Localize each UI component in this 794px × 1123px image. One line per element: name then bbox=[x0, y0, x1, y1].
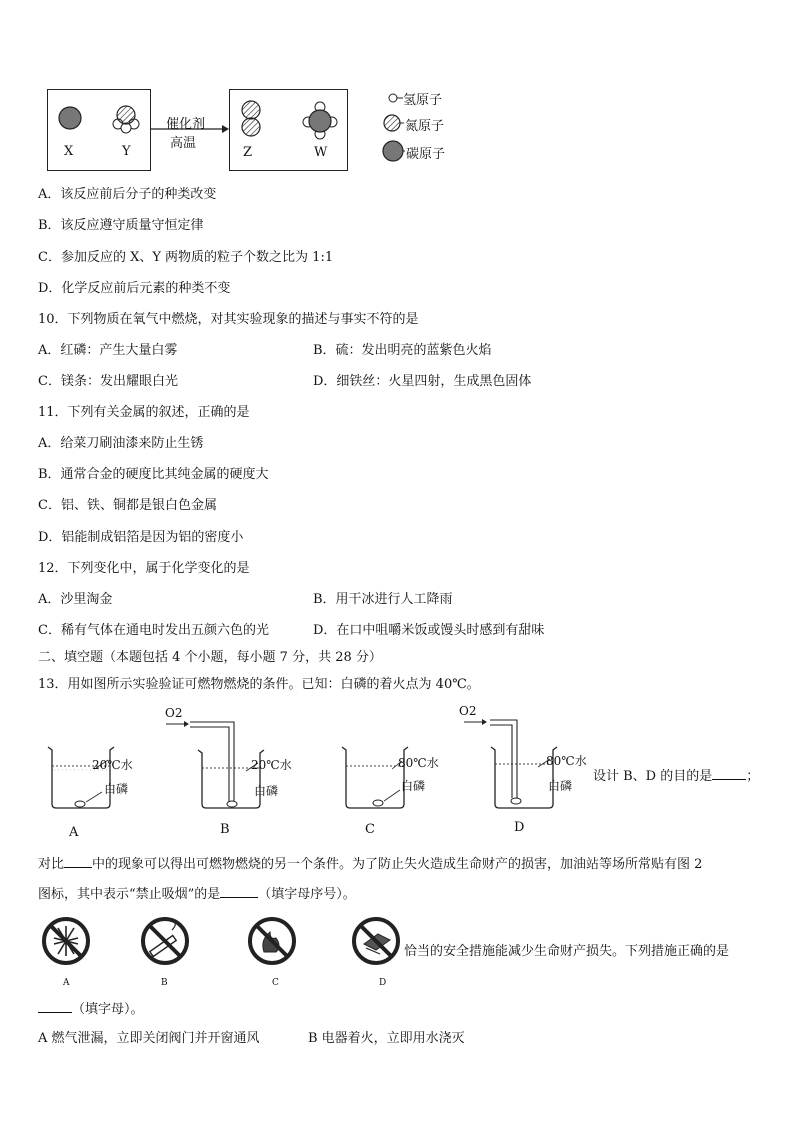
beaker-c-label: C bbox=[365, 822, 375, 837]
no-smoking-sign-icon bbox=[143, 919, 187, 963]
q12-stem: 12．下列变化中，属于化学变化的是 bbox=[38, 561, 250, 576]
answer-blank-measures[interactable] bbox=[38, 1000, 72, 1013]
icons-line bbox=[38, 885, 356, 904]
legend-carbon: 碳原子 bbox=[406, 147, 446, 162]
q11-option-b: B．通常合金的硬度比其纯金属的硬度大 bbox=[38, 467, 269, 482]
compare-rest: 中的现象可以得出可燃物燃烧的另一个条件。为了防止失火造成生命财产的损害，加油站等场所常贴有图 2 bbox=[92, 857, 703, 872]
safety-signs bbox=[40, 912, 410, 972]
no-open-flame-sign-icon bbox=[250, 919, 294, 963]
legend-hydrogen: 氢原子 bbox=[403, 93, 443, 108]
beaker-b-temp: 20℃水 bbox=[251, 758, 292, 772]
molecule-x-carbon-icon bbox=[59, 107, 81, 129]
measures-fill-line bbox=[38, 1000, 144, 1019]
beaker-b-gas: O2 bbox=[165, 706, 183, 720]
molecule-y-icon bbox=[113, 106, 139, 133]
measure-option-b: B 电器着火，立即用水浇灭 bbox=[308, 1031, 465, 1046]
beaker-b-substance: 白磷 bbox=[254, 784, 279, 798]
q12-option-d: D．在口中咀嚼米饭或馒头时感到有甜味 bbox=[313, 623, 545, 638]
answer-blank-compare[interactable] bbox=[64, 855, 92, 868]
arrow-condition-catalyst: 催化剂 bbox=[166, 117, 206, 132]
beaker-b-label: B bbox=[220, 822, 230, 837]
q9-option-c: C．参加反应的 X、Y 两物质的粒子个数之比为 1:1 bbox=[38, 250, 334, 265]
q9-option-a: A．该反应前后分子的种类改变 bbox=[38, 187, 217, 202]
legend-nitrogen: 氮原子 bbox=[405, 119, 445, 134]
beaker-d bbox=[464, 719, 557, 808]
answer-blank-sign[interactable] bbox=[220, 885, 258, 898]
q10-option-b: B．硫：发出明亮的蓝紫色火焰 bbox=[313, 343, 492, 358]
beaker-d-gas: O2 bbox=[459, 704, 477, 718]
q10-stem: 10．下列物质在氧气中燃烧，对其实验现象的描述与事实不符的是 bbox=[38, 312, 419, 327]
beaker-d-temp: 80℃水 bbox=[546, 754, 587, 768]
beaker-a-substance: 白磷 bbox=[104, 782, 129, 796]
answer-blank-design[interactable] bbox=[712, 767, 746, 780]
icons-line-text: 图标，其中表示“禁止吸烟”的是 bbox=[38, 887, 221, 902]
sign-label-d: D bbox=[379, 978, 387, 988]
label-z: Z bbox=[243, 145, 253, 160]
measure-option-a: A 燃气泄漏，立即关闭阀门并开窗通风 bbox=[38, 1031, 260, 1046]
sign-label-b: B bbox=[161, 978, 168, 988]
q12-option-b: B．用干冰进行人工降雨 bbox=[313, 592, 453, 607]
beaker-d-substance: 白磷 bbox=[548, 779, 573, 793]
beaker-a-label: A bbox=[69, 825, 79, 840]
section-heading: 二、填空题（本题包括 4 个小题，每小题 7 分，共 28 分） bbox=[38, 650, 382, 665]
prohibition-sign-d-icon bbox=[354, 919, 398, 963]
q12-option-a: A．沙里淘金 bbox=[38, 592, 113, 607]
measures-text: 恰当的安全措施能减少生命财产损失。下列措施正确的是 bbox=[404, 944, 730, 959]
measures-fill-end: （填字母）。 bbox=[72, 1002, 144, 1017]
design-question-end: ； bbox=[746, 769, 760, 784]
design-question bbox=[593, 765, 759, 784]
sign-label-a: A bbox=[63, 978, 70, 988]
q11-option-a: A．给菜刀刷油漆来防止生锈 bbox=[38, 436, 204, 451]
molecule-z-icon bbox=[242, 101, 260, 136]
q11-option-c: C．铝、铁、铜都是银白色金属 bbox=[38, 498, 217, 513]
nitrogen-atom-icon bbox=[384, 115, 400, 131]
no-fireworks-sign-icon bbox=[44, 919, 88, 963]
q10-option-c: C．镁条：发出耀眼白光 bbox=[38, 374, 178, 389]
label-y: Y bbox=[122, 144, 131, 159]
q10-option-a: A．红磷：产生大量白雾 bbox=[38, 343, 178, 358]
carbon-atom-icon bbox=[383, 141, 403, 161]
design-question-text: 设计 B、D 的目的是 bbox=[593, 769, 713, 784]
q11-stem: 11．下列有关金属的叙述，正确的是 bbox=[38, 405, 250, 420]
sign-label-c: C bbox=[272, 978, 279, 988]
q9-option-d: D．化学反应前后元素的种类不变 bbox=[38, 281, 231, 296]
q11-option-d: D．铝能制成铝箔是因为铝的密度小 bbox=[38, 530, 244, 545]
label-x: X bbox=[64, 144, 74, 159]
label-w: W bbox=[314, 145, 328, 160]
q12-option-c: C．稀有气体在通电时发出五颜六色的光 bbox=[38, 623, 269, 638]
compare-prefix: 对比 bbox=[38, 857, 65, 872]
beaker-d-label: D bbox=[514, 820, 525, 835]
icons-line-end: （填字母序号）。 bbox=[258, 887, 356, 902]
beaker-b bbox=[166, 721, 264, 808]
beaker-c-substance: 白磷 bbox=[401, 779, 426, 793]
arrow-condition-heat: 高温 bbox=[170, 136, 197, 151]
molecule-w-icon bbox=[303, 102, 337, 139]
beaker-a-temp: 20℃水 bbox=[92, 758, 133, 772]
q13-stem: 13．用如图所示实验验证可燃物燃烧的条件。已知：白磷的着火点为 40℃。 bbox=[38, 677, 480, 692]
q9-option-b: B．该反应遵守质量守恒定律 bbox=[38, 218, 204, 233]
compare-line bbox=[38, 855, 702, 874]
beaker-c-temp: 80℃水 bbox=[398, 756, 439, 770]
q10-option-d: D．细铁丝：火星四射，生成黑色固体 bbox=[313, 374, 532, 389]
hydrogen-atom-icon bbox=[389, 94, 397, 102]
